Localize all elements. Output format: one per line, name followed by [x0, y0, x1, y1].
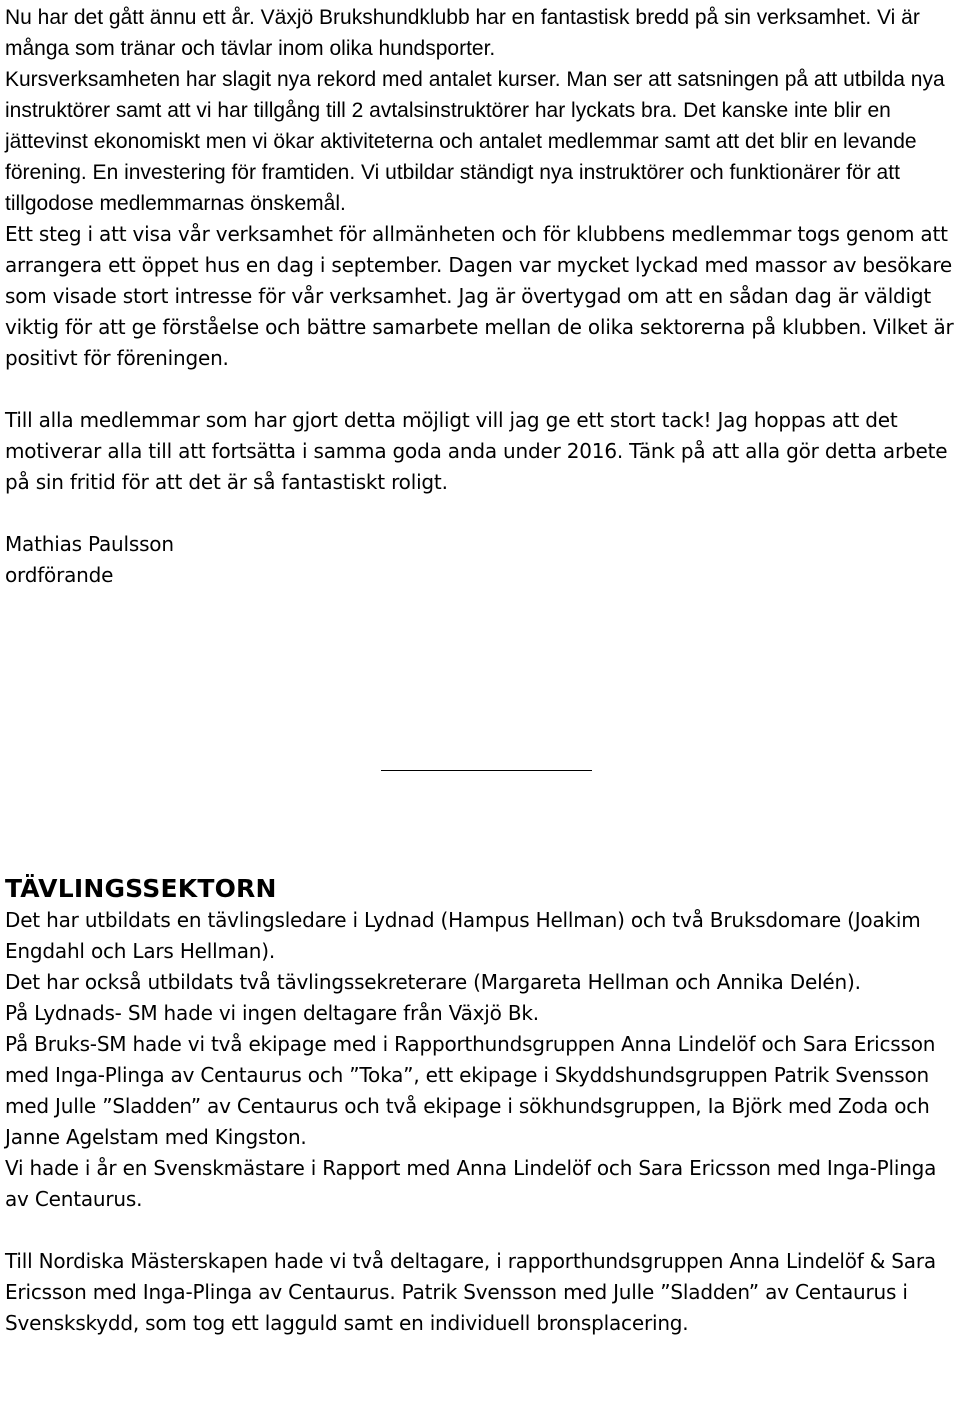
section-paragraph: Vi hade i år en Svenskmästare i Rapport med Anna Lindelöf och Sara Ericsson med Inga-Plinga av Centaurus.: [5, 1156, 937, 1211]
paragraph-spacer: [5, 374, 957, 405]
section-paragraph: På Lydnads- SM hade vi ingen deltagare från Växjö Bk.: [5, 1001, 539, 1025]
section-paragraph: Det har också utbildats två tävlingssekreterare (Margareta Hellman och Annika Delén).: [5, 970, 861, 994]
chair-report-text: [5, 219, 957, 591]
signature-name: Mathias Paulsson: [5, 532, 174, 556]
paragraph-spacer: [5, 1215, 957, 1246]
paragraph-spacer: [5, 498, 957, 529]
intro-text: [5, 2, 957, 219]
body-paragraph: Till alla medlemmar som har gjort detta möjligt vill jag ge ett stort tack! Jag hoppas att det motiverar alla till att fortsätta i samma goda anda under 2016. Tänk på att alla gör detta arbete på sin fritid för att det är så fantastiskt roligt.: [5, 408, 948, 494]
intro-paragraph: Kursverksamheten har slagit nya rekord med antalet kurser. Man ser att satsningen på att utbilda nya instruktörer samt att vi har tillgång till 2 avtalsinstruktörer har lyckats bra. Det kanske inte blir en jättevinst ekonomiskt men vi ökar aktiviteterna och antalet medlemmar samt att det blir en levande förening. En investering för framtiden. Vi utbildar ständigt nya instruktörer och funktionärer för att tillgodose medlemmarnas önskemål.: [5, 68, 945, 215]
section-paragraph: På Bruks-SM hade vi två ekipage med i Rapporthundsgruppen Anna Lindelöf och Sara Ericsson med Inga-Plinga av Centaurus och ”Toka”, ett ekipage i Skyddshundsgruppen Patrik Svensson med Julle ”Sladden” av Centaurus och två ekipage i sökhundsgruppen, Ia Björk med Zoda och Janne Agelstam med Kingston.: [5, 1032, 936, 1149]
competition-section: [5, 873, 957, 1339]
intro-paragraph: Nu har det gått ännu ett år. Växjö Brukshundklubb har en fantastisk bredd på sin verksamhet. Vi är många som tränar och tävlar inom olika hundsporter.: [5, 6, 920, 60]
section-paragraph: Till Nordiska Mästerskapen hade vi två deltagare, i rapporthundsgruppen Anna Lindelöf & Sara Ericsson med Inga-Plinga av Centaurus. Patrik Svensson med Julle ”Sladden” av Centaurus i Svenskskydd, som tog ett lagguld samt en individuell bronsplacering.: [5, 1249, 936, 1335]
signature-role: ordförande: [5, 563, 114, 587]
section-heading: TÄVLINGSSEKTORN: [5, 874, 277, 903]
document-page: [5, 2, 957, 591]
section-divider: [381, 770, 592, 771]
body-paragraph: Ett steg i att visa vår verksamhet för allmänheten och för klubbens medlemmar togs genom att arrangera ett öppet hus en dag i september. Dagen var mycket lyckad med massor av besökare som visade stort intresse för vår verksamhet. Jag är övertygad om att en sådan dag är väldigt viktig för att ge förståelse och bättre samarbete mellan de olika sektorerna på klubben. Vilket är positivt för föreningen.: [5, 222, 954, 370]
section-paragraph: Det har utbildats en tävlingsledare i Lydnad (Hampus Hellman) och två Bruksdomare (Joakim Engdahl och Lars Hellman).: [5, 908, 921, 963]
